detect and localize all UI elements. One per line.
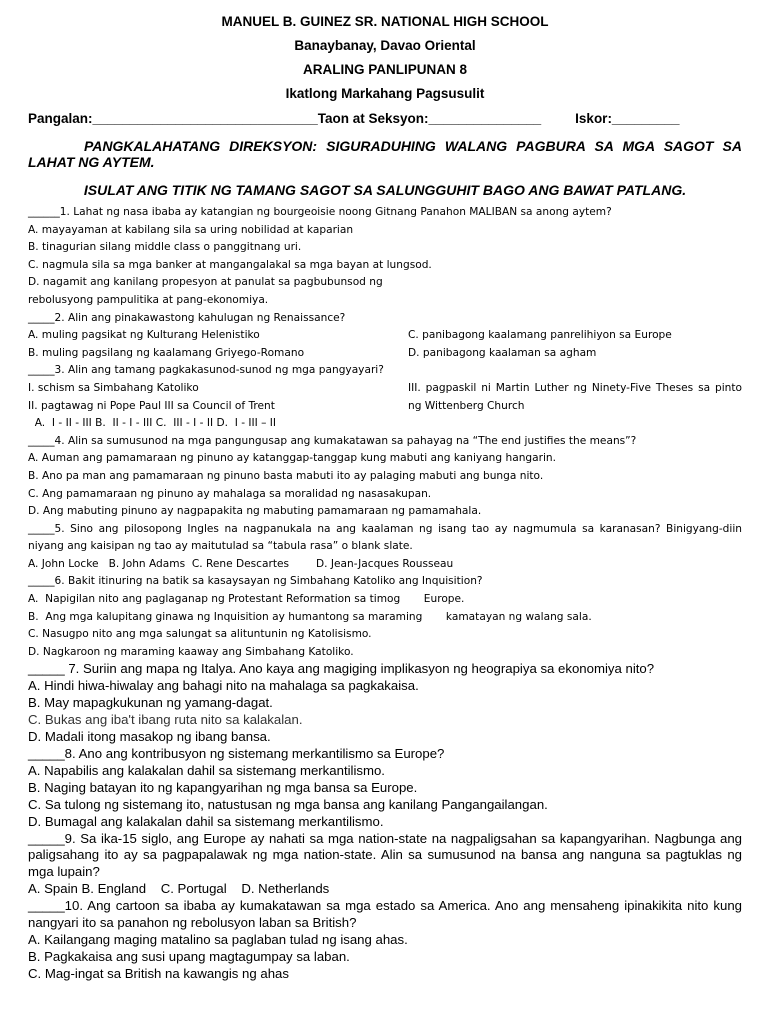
question-6-choice-b: B. Ang mga kalupitang ginawa ng Inquisition ay humantong sa maraming kamatayan ng walang sala. — [28, 610, 592, 623]
question-3-choices: A. I - II - III B. II - I - III C. III - I - II D. I - III – II — [28, 417, 277, 430]
question-10-choice-a: A. Kailangang maging matalino sa paglaban tulad ng isang ahas. — [28, 931, 408, 947]
question-5-stem: _____5. Sino ang pilosopong Ingles na nagpanukala na ang kaalaman ng isang tao ay nagmumula sa karanasan? Binigyang-diin niyang ang kaisipan ng tao ay maitutulad sa “tabula rasa” o blank slate. — [28, 522, 742, 553]
question-4-choice-c: C. Ang pamamaraan ng pinuno ay mahalaga sa moralidad ng nasasakupan. — [28, 487, 432, 500]
student-info-row — [28, 111, 742, 126]
question-9-choices: A. Spain B. England C. Portugal D. Netherlands — [28, 881, 330, 897]
questions-part-b — [28, 661, 742, 982]
school-location: Banaybanay, Davao Oriental — [294, 38, 476, 53]
question-8-choice-c: C. Sa tulong ng sistemang ito, natustusan ng mga bansa ang kanilang Pangangailangan. — [28, 796, 548, 812]
question-7-choice-d: D. Madali itong masakop ng ibang bansa. — [28, 729, 271, 745]
question-6-choice-c: C. Nasugpo nito ang mga salungat sa alituntunin ng Katolisismo. — [28, 628, 372, 641]
question-2-stem: _____2. Alin ang pinakawastong kahulugan ng Renaissance? — [28, 311, 346, 324]
question-8-choice-d: D. Bumagal ang kalakalan dahil sa sistemang merkantilismo. — [28, 813, 384, 829]
question-3-event-ii: II. pagtawag ni Pope Paul III sa Council of Trent — [28, 399, 275, 412]
question-4-choice-d: D. Ang mabuting pinuno ay nagpapakita ng mabuting pamamaraan ng pamamahala. — [28, 505, 482, 518]
question-2-choice-a: A. muling pagsikat ng Kulturang Helenistiko — [28, 329, 260, 342]
question-6-choice-d: D. Nagkaroon ng maraming kaaway ang Simbahang Katoliko. — [28, 645, 354, 658]
question-10-stem: _____10. Ang cartoon sa ibaba ay kumakatawan sa mga estado sa America. Ano ang mensaheng ipinakikita nito kung nangyari ito sa panahon ng rebolusyon laban sa British? — [28, 898, 742, 931]
question-2-row-1 — [28, 327, 742, 345]
question-2-choice-d: D. panibagong kaalaman sa agham — [408, 346, 597, 359]
question-7-choice-b: B. May mapagkukunan ng yamang-dagat. — [28, 695, 273, 711]
question-1-choice-b: B. tinagurian silang middle class o panggitnang uri. — [28, 241, 302, 254]
question-9-stem: _____9. Sa ika-15 siglo, ang Europe ay nahati sa mga nation-state na nagpaligsahan sa kapangyarihan. Nagbunga ang paligsahang ito ay sa pagpapalawak ng mga nation-state. Alin sa sumusunod na bansa ang nanguna sa pagtuklas ng mga lupain? — [28, 830, 742, 880]
section-field: Taon at Seksyon:_______________ — [317, 111, 542, 126]
question-2-choice-c: C. panibagong kaalamang panrelihiyon sa Europe — [408, 329, 672, 342]
question-1-choice-d-cont: rebolusyong pampulitika at pang-ekonomiya. — [28, 293, 269, 306]
question-2-row-2 — [28, 345, 742, 363]
question-10-choice-b: B. Pagkakaisa ang susi upang magtagumpay sa laban. — [28, 948, 350, 964]
question-6-choice-a: A. Napigilan nito ang paglaganap ng Protestant Reformation sa timog Europe. — [28, 593, 465, 606]
school-name: MANUEL B. GUINEZ SR. NATIONAL HIGH SCHOOL — [221, 14, 549, 29]
general-direction: PANGKALAHATANG DIREKSYON: SIGURADUHING WALANG PAGBURA SA MGA SAGOT SA LAHAT NG AYTEM. — [28, 138, 742, 170]
question-7-choice-c: C. Bukas ang iba't ibang ruta nito sa kalakalan. — [28, 712, 303, 728]
question-10-choice-c: C. Mag-ingat sa British na kawangis ng ahas — [28, 965, 289, 981]
question-2-choice-b: B. muling pagsilang ng kaalamang Griyego-Romano — [28, 346, 305, 359]
question-7-stem: _____ 7. Suriin ang mapa ng Italya. Ano kaya ang magiging implikasyon ng heograpiya sa ekonomiya nito? — [28, 661, 655, 677]
specific-direction: ISULAT ANG TITIK NG TAMANG SAGOT SA SALUNGGUHIT BAGO ANG BAWAT PATLANG. — [83, 182, 687, 198]
score-field: Iskor:_________ — [575, 111, 680, 126]
exam-title: Ikatlong Markahang Pagsusulit — [285, 86, 485, 101]
question-3-left-col — [28, 380, 408, 415]
question-3-event-iii: III. pagpaskil ni Martin Luther ng Ninety-Five Theses sa pinto ng Wittenberg Church — [408, 381, 742, 412]
question-8-choice-a: A. Napabilis ang kalakalan dahil sa sistemang merkantilismo. — [28, 762, 385, 778]
question-5-choices: A. John Locke B. John Adams C. Rene Descartes D. Jean-Jacques Rousseau — [28, 557, 454, 570]
question-8-stem: _____8. Ano ang kontribusyon ng sistemang merkantilismo sa Europe? — [28, 745, 445, 761]
question-3-stem: _____3. Alin ang tamang pagkakasunod-sunod ng mga pangyayari? — [28, 364, 384, 377]
question-7-choice-a: A. Hindi hiwa-hiwalay ang bahagi nito na mahalaga sa pagkakaisa. — [28, 678, 419, 694]
question-6-stem: _____6. Bakit itinuring na batik sa kasaysayan ng Simbahang Katoliko ang Inquisition? — [28, 575, 483, 588]
name-field: Pangalan:______________________________ — [28, 111, 318, 126]
question-1-choice-c: C. nagmula sila sa mga banker at mangangalakal sa mga bayan at lungsod. — [28, 258, 432, 271]
question-4-choice-a: A. Auman ang pamamaraan ng pinuno ay katanggap-tanggap kung mabuti ang kaniyang hangarin. — [28, 452, 557, 465]
question-1-stem: ______1. Lahat ng nasa ibaba ay katangian ng bourgeoisie noong Gitnang Panahon MALIBAN sa anong aytem? — [28, 206, 612, 218]
question-1-choice-d: D. nagamit ang kanilang propesyon at panulat sa pagbubunsod ng — [28, 276, 383, 289]
question-1-choice-a: A. mayayaman at kabilang sila sa uring nobilidad at kaparian — [28, 223, 354, 236]
question-3-event-i: I. schism sa Simbahang Katoliko — [28, 381, 199, 394]
question-4-choice-b: B. Ano pa man ang pamamaraan ng pinuno basta mabuti ito ay palaging mabuti ang bunga nito. — [28, 469, 544, 482]
question-8-choice-b: B. Naging batayan ito ng kapangyarihan ng mga bansa sa Europe. — [28, 779, 418, 795]
questions-part-a — [28, 204, 742, 661]
subject-title: ARALING PANLIPUNAN 8 — [302, 62, 467, 77]
question-4-stem: _____4. Alin sa sumusunod na mga pangungusap ang kumakatawan sa pahayag na “The end justifies the means”? — [28, 434, 637, 447]
question-3-events — [28, 380, 742, 415]
